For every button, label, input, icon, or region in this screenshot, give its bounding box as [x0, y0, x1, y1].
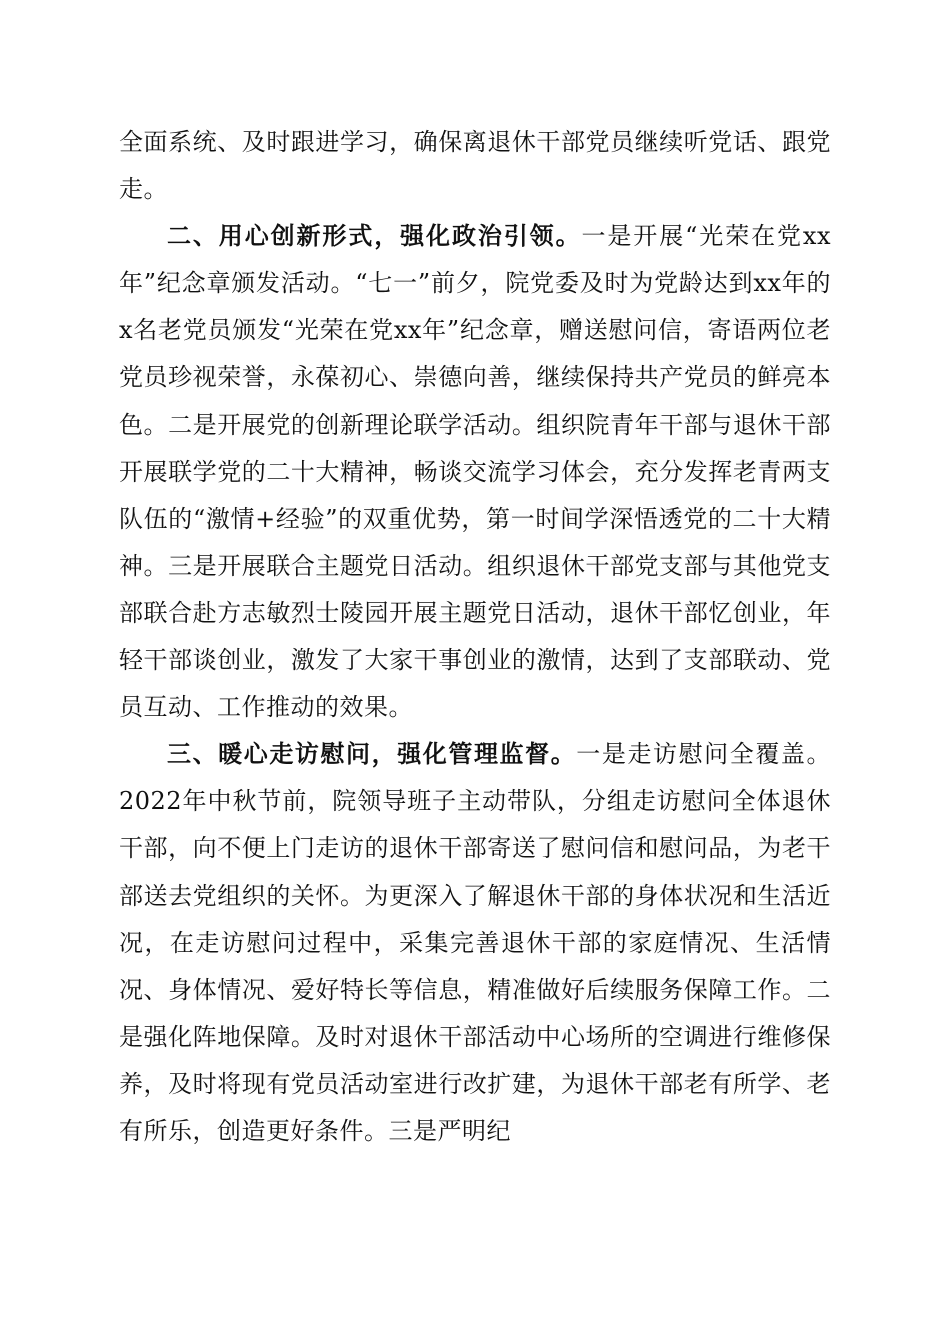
paragraph-section-two — [119, 213, 831, 731]
paragraph-1-text: 全面系统、及时跟进学习，确保离退休干部党员继续听党话、跟党走。 — [119, 128, 831, 204]
section-three-heading: 三、暖心走访慰问，强化管理监督。 — [167, 740, 577, 769]
section-two-text: 一是开展“光荣在党xx年”纪念章颁发活动。“七一”前夕，院党委及时为党龄达到xx年的x名老党员颁发“光荣在党xx年”纪念章，赠送慰问信，寄语两位老党员珍视荣誉，永葆初心、崇德向善，继续保持共产党员的鲜亮本色。二是开展党的创新理论联学活动。组织院青年干部与退休干部开展联学党的二十大精神，畅谈交流学习体会，充分发挥老青两支队伍的“激情+经验”的双重优势，第一时间学深悟透党的二十大精神。三是开展联合主题党日活动。组织退休干部党支部与其他党支部联合赴方志敏烈士陵园开展主题党日活动，退休干部忆创业，年轻干部谈创业，激发了大家干事创业的激情，达到了支部联动、党员互动、工作推动的效果。 — [119, 222, 831, 722]
document-body — [119, 119, 831, 1155]
section-three-text: 一是走访慰问全覆盖。2022年中秋节前，院领导班子主动带队，分组走访慰问全体退休干部，向不便上门走访的退休干部寄送了慰问信和慰问品，为老干部送去党组织的关怀。为更深入了解退休干部的身体状况和生活近况，在走访慰问过程中，采集完善退休干部的家庭情况、生活情况、身体情况、爱好特长等信息，精准做好后续服务保障工作。二是强化阵地保障。及时对退休干部活动中心场所的空调进行维修保养，及时将现有党员活动室进行改扩建，为退休干部老有所学、老有所乐，创造更好条件。三是严明纪 — [119, 740, 832, 1145]
paragraph-section-three — [119, 731, 831, 1155]
section-two-heading: 二、用心创新形式，强化政治引领。 — [167, 222, 582, 251]
paragraph-continuation — [119, 119, 831, 213]
